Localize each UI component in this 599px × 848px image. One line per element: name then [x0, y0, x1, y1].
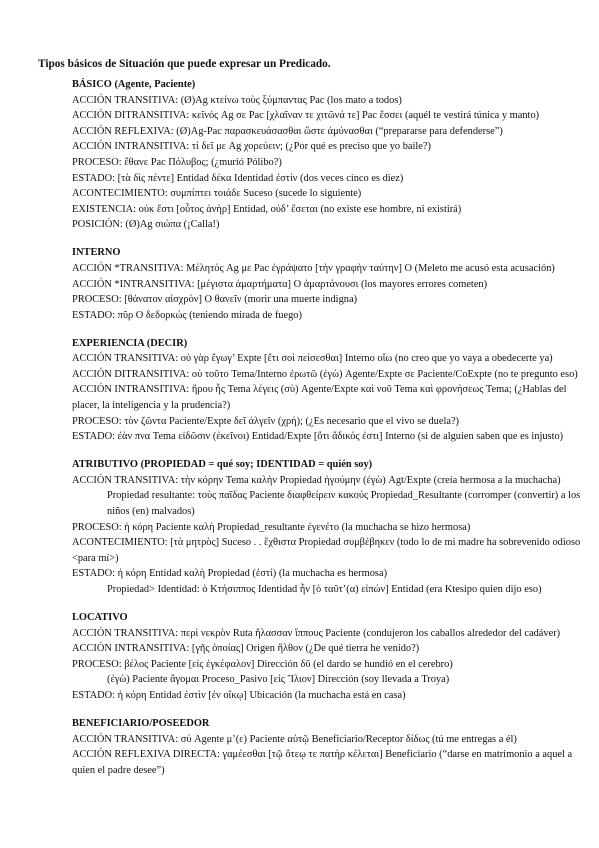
example-line: PROCESO: ἡ κόρη Paciente καλὴ Propiedad_resultante ἐγενέτο (la muchacha se hizo hermosa): [72, 521, 471, 533]
section-heading: EXPERIENCIA (DECIR): [72, 337, 188, 349]
example-line: ACCIÓN TRANSITIVA: (Ø)Ag κτείνω τοὺς ξύμπαντας Pac (los mato a todos): [72, 94, 402, 106]
example-line: PROCESO: [θάνατον αἰσχρὸν] O θανεῖν (morir una muerte indigna): [72, 294, 358, 306]
example-line: EXISTENCIA: οὐκ ἔστι [οὗτος ἀνὴρ] Entidad, οὐδ’ ἔσεται (no existe ese hombre, ni existirá): [72, 203, 462, 215]
example-line: PROCESO: βέλος Paciente [εἰς ἐγκέφαλον] Dirección δῦ (el dardo se hundió en el cerebro): [72, 658, 453, 670]
example-line: ACCIÓN TRANSITIVA: οὐ γὰρ ἔγωγ’ Expte [ἔτι σοὶ πείσεσθαι] Interno οἴω (no creo que yo vaya a obedecerte ya): [72, 353, 553, 365]
example-line: ACCIÓN DITRANSITIVA: κεῖνός Ag σε Pac [χλαῖναν τε χιτῶνά τε] Pac ἕσσει (aquél te vestirá túnica y manto): [72, 110, 540, 122]
example-line: ACCIÓN TRANSITIVA: σύ Agente μ’(ε) Paciente αὐτῷ Beneficiario/Receptor δίδως (tú me entregas a él): [72, 733, 517, 745]
example-line: ESTADO: ἐὰν πνα Tema εἰδῶσιν (ἐκεῖνοι) Entidad/Expte [ὅτι ἄδικός ἐστι] Interno (si de alguien saben que es injusto): [72, 431, 564, 443]
section-heading: BÁSICO (Agente, Paciente): [72, 79, 196, 90]
example-line: Propiedad> Identidad: ὁ Κτήσιππος Identidad ἦν [ὁ ταῦτ’(α) εἰπών] Entidad (era Ktesipo quien dijo eso): [107, 583, 542, 595]
example-line: ACCIÓN TRANSITIVA: τὴν κόρην Tema καλὴν Propiedad ἡγούμην (ἐγὼ) Agt/Expte (creía hermosa a la muchacha): [72, 474, 561, 486]
example-line: ESTADO: ἡ κόρη Entidad ἐστὶν [ἐν οἴκῳ] Ubicación (la muchacha está en casa): [72, 689, 406, 701]
example-line: ACCIÓN INTRANSITIVA: τί δεῖ με Ag χορεύειν; (¿Por qué es preciso que yo baile?): [72, 141, 431, 153]
example-line: PROCESO: ἔθανε Pac Πόλυβος; (¿murió Pólibo?): [72, 156, 282, 168]
example-line: ACCIÓN *INTRANSITIVA: [μέγιστα ἁμαρτήματα] O ἁμαρτάνουσι (los mayores errores cometen): [72, 278, 488, 290]
example-line: ACCIÓN *TRANSITIVA: Μέλητός Ag με Pac ἐγράψατο [τὴν γραφὴν ταύτην] O (Meleto me acusó esta acusación): [72, 262, 555, 274]
section: [72, 716, 587, 778]
section-heading: ATRIBUTIVO (PROPIEDAD = qué soy; IDENTIDAD = quién soy): [72, 459, 373, 471]
example-line: ACCIÓN DITRANSITIVA: οὐ τοῦτο Tema/Interno ἐρωτῶ (ἐγὼ) Agente/Expte σε Paciente/CoExpte (no te pregunto eso): [72, 368, 578, 380]
section: [72, 336, 587, 445]
example-line: ESTADO: πῦρ O δεδορκώς (teniendo mirada de fuego): [72, 309, 302, 321]
example-line: (ἐγὼ) Paciente ἄγομαι Proceso_Pasivo [εἰς Ἴλιον] Dirección (soy llevada a Troya): [107, 674, 450, 686]
example-line: ACCIÓN INTRANSITIVA: [γῆς ὁποίας] Origen ἥλθον (¿De qué tierra he venido?): [72, 643, 420, 655]
example-line: ACCIÓN TRANSITIVA: περὶ νεκρὸν Ruta ἤλασσαν ἵππους Paciente (condujeron los caballos alrededor del cadáver): [72, 627, 561, 639]
section-heading: BENEFICIARIO/POSEEDOR: [72, 717, 210, 729]
example-line: ESTADO: ἡ κόρη Entidad καλὴ Propiedad (ἐστί) (la muchacha es hermosa): [72, 568, 388, 580]
example-line: POSICIÓN: (Ø)Ag σιώπα (¡Calla!): [72, 219, 220, 231]
section-heading: INTERNO: [72, 247, 121, 259]
document-body: [72, 77, 587, 778]
section: [72, 610, 587, 704]
example-line: ACONTECIMIENTO: [τὰ μητρὸς] Suceso . . ἔχθιστα Propiedad συμβέβηκεν (todo lo de mi madre ha sobrevenido odioso <para mí>): [72, 537, 581, 564]
example-line: ESTADO: [τὰ δὶς πέντε] Entidad δέκα Identidad ἐστίν (dos veces cinco es diez): [72, 172, 404, 184]
section: [72, 77, 587, 233]
example-line: ACCIÓN REFLEXIVA: (Ø)Ag-Pac παρασκευάσασθαι ὥστε ἀμύνασθαι (“prepararse para defenderse”): [72, 125, 503, 137]
section: [72, 457, 587, 597]
section: [72, 245, 587, 323]
document-title: Tipos básicos de Situación que puede expresar un Predicado.: [38, 58, 331, 70]
example-line: ACONTECIMIENTO: συμπίπτει τοιάδε Suceso (sucede lo siguiente): [72, 188, 362, 200]
example-line: ACCIÓN REFLEXIVA DIRECTA: γαμέεσθαι [τῷ ὅτεῳ τε πατὴρ κέλεται] Beneficiario (“darse en matrimonio a aquel a quien el padre desee”): [72, 749, 573, 776]
section-heading: LOCATIVO: [72, 611, 128, 623]
example-line: ACCIÓN INTRANSITIVA: ἤρου ἧς Tema λέγεις (σὺ) Agente/Expte καὶ νοῦ Tema καὶ φρονήσεως Tema; (¿Hablas del placer, la inteligencia y la prudencia?): [72, 384, 567, 412]
example-line: Propiedad resultante: τοὺς παῖδας Paciente διαφθείρειν κακούς Propiedad_Resultante (corromper (convertir) a los niños (en) malvados): [107, 490, 581, 518]
example-line: PROCESO: τὸν ζῶντα Paciente/Expte δεῖ ἀλγεῖν (χρή); (¿Es necesario que el vivo se duela?): [72, 415, 460, 427]
